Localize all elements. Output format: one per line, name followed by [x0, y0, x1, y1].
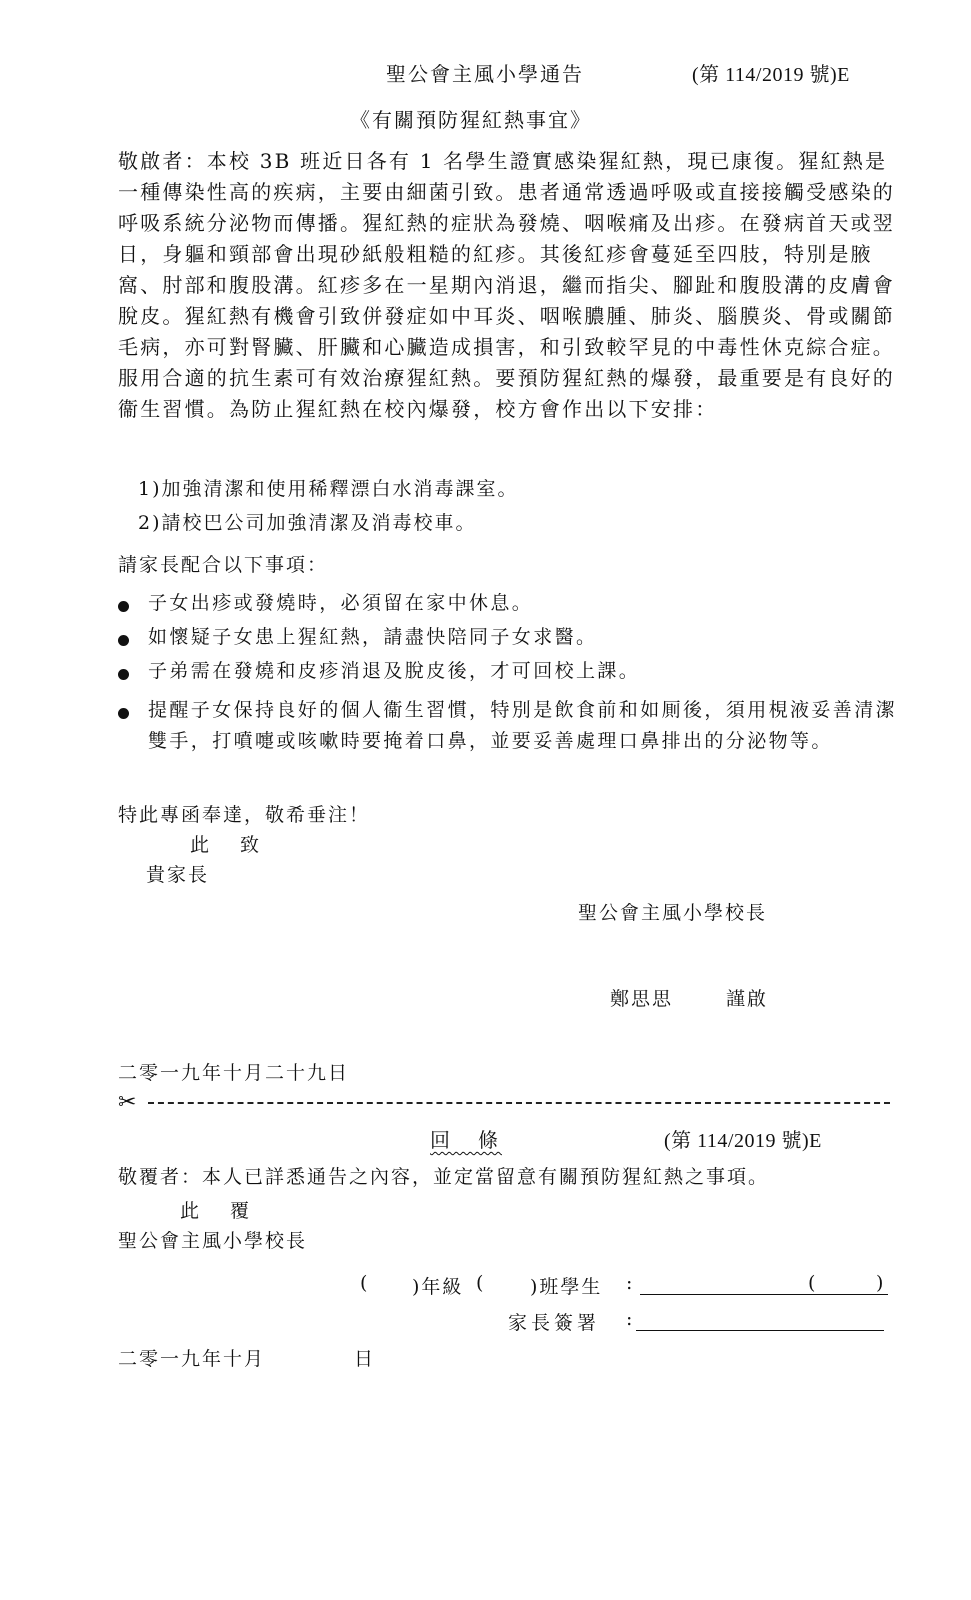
parent-sign-colon: :	[626, 1308, 635, 1330]
reply-title: 回 條	[430, 1128, 502, 1152]
signatory-name: 鄭思思	[610, 988, 674, 1010]
cut-line	[118, 1090, 908, 1115]
bullet-text: 如懷疑子女患上猩紅熱，請盡快陪同子女求醫。	[148, 626, 598, 648]
bullet-icon	[118, 669, 129, 680]
parents-heading: 請家長配合以下事項：	[118, 554, 329, 576]
class-open-paren: (	[476, 1272, 486, 1294]
student-colon: :	[626, 1272, 635, 1294]
arrangement-item: 1)加強清潔和使用稀釋漂白水消毒課室。	[138, 478, 519, 500]
notice-subject: 《有關預防猩紅熱事宜》	[350, 108, 592, 132]
scissors-icon: ✂	[118, 1090, 137, 1115]
grade-label: )年級	[412, 1276, 464, 1298]
reply-salutation: 此 覆	[180, 1200, 256, 1222]
bullet-icon	[118, 635, 129, 646]
arrangement-item: 2)請校巴公司加強清潔及消毒校車。	[138, 512, 477, 534]
bullet-text: 子女出疹或發燒時，必須留在家中休息。	[148, 592, 534, 614]
reply-notice-number: (第 114/2019 號)E	[664, 1130, 822, 1152]
notice-school-title: 聖公會主風小學通告	[386, 62, 584, 86]
reply-date-prefix: 二零一九年十月	[118, 1348, 266, 1370]
reply-text: 敬覆者：本人已詳悉通告之內容，並定當留意有關預防猩紅熱之事項。	[118, 1166, 770, 1188]
student-name-field[interactable]	[640, 1294, 888, 1295]
parent-sign-label: 家長簽署	[508, 1312, 601, 1334]
bullet-icon	[118, 601, 129, 612]
number-close-paren: )	[876, 1272, 886, 1294]
grade-open-paren: (	[360, 1272, 370, 1294]
dashed-divider	[148, 1102, 890, 1104]
salutation-parents: 貴家長	[146, 864, 210, 886]
bullet-text: 提醒子女保持良好的個人衞生習慣，特別是飲食前和如厠後，須用梘液妥善清潔雙手，打噴嚏或咳嗽時要掩着口鼻，並要妥善處理口鼻排出的分泌物等。	[148, 699, 898, 752]
number-open-paren: (	[808, 1272, 818, 1294]
signatory-title: 聖公會主風小學校長	[578, 902, 768, 924]
closing-text: 特此專函奉達，敬希垂注！	[118, 804, 371, 826]
notice-date: 二零一九年十月二十九日	[118, 1062, 350, 1084]
intro-paragraph: 敬啟者：本校 3B 班近日各有 1 名學生證實感染猩紅熱，現已康復。猩紅熱是一種傳染性高的疾病，主要由細菌引致。患者通常透過呼吸或直接接觸受感染的呼吸系統分泌物而傳播。猩紅熱的症狀為發燒、咽喉痛及出疹。在發病首天或翌日，身軀和頸部會出現砂紙般粗糙的紅疹。其後紅疹會蔓延至四肢，特別是腋窩、肘部和腹股溝。紅疹多在一星期內消退，繼而指尖、腳趾和腹股溝的皮膚會脫皮。猩紅熱有機會引致併發症如中耳炎、咽喉膿腫、肺炎、腦膜炎、骨或關節毛病，亦可對腎臟、肝臟和心臟造成損害，和引致較罕見的中毒性休克綜合症。服用合適的抗生素可有效治療猩紅熱。要預防猩紅熱的爆發，最重要是有良好的衞生習慣。為防止猩紅熱在校內爆發，校方會作出以下安排：	[118, 149, 895, 421]
signatory-suffix: 謹啟	[726, 988, 769, 1010]
salutation-this: 此 致	[190, 834, 266, 856]
parent-signature-field[interactable]	[636, 1330, 884, 1331]
class-label: )班學生	[530, 1276, 603, 1298]
reply-date-suffix: 日	[354, 1348, 376, 1370]
reply-addressee: 聖公會主風小學校長	[118, 1230, 308, 1252]
bullet-icon	[118, 708, 129, 719]
bullet-text: 子弟需在發燒和皮疹消退及脫皮後，才可回校上課。	[148, 660, 641, 682]
notice-number: (第 114/2019 號)E	[692, 64, 850, 86]
